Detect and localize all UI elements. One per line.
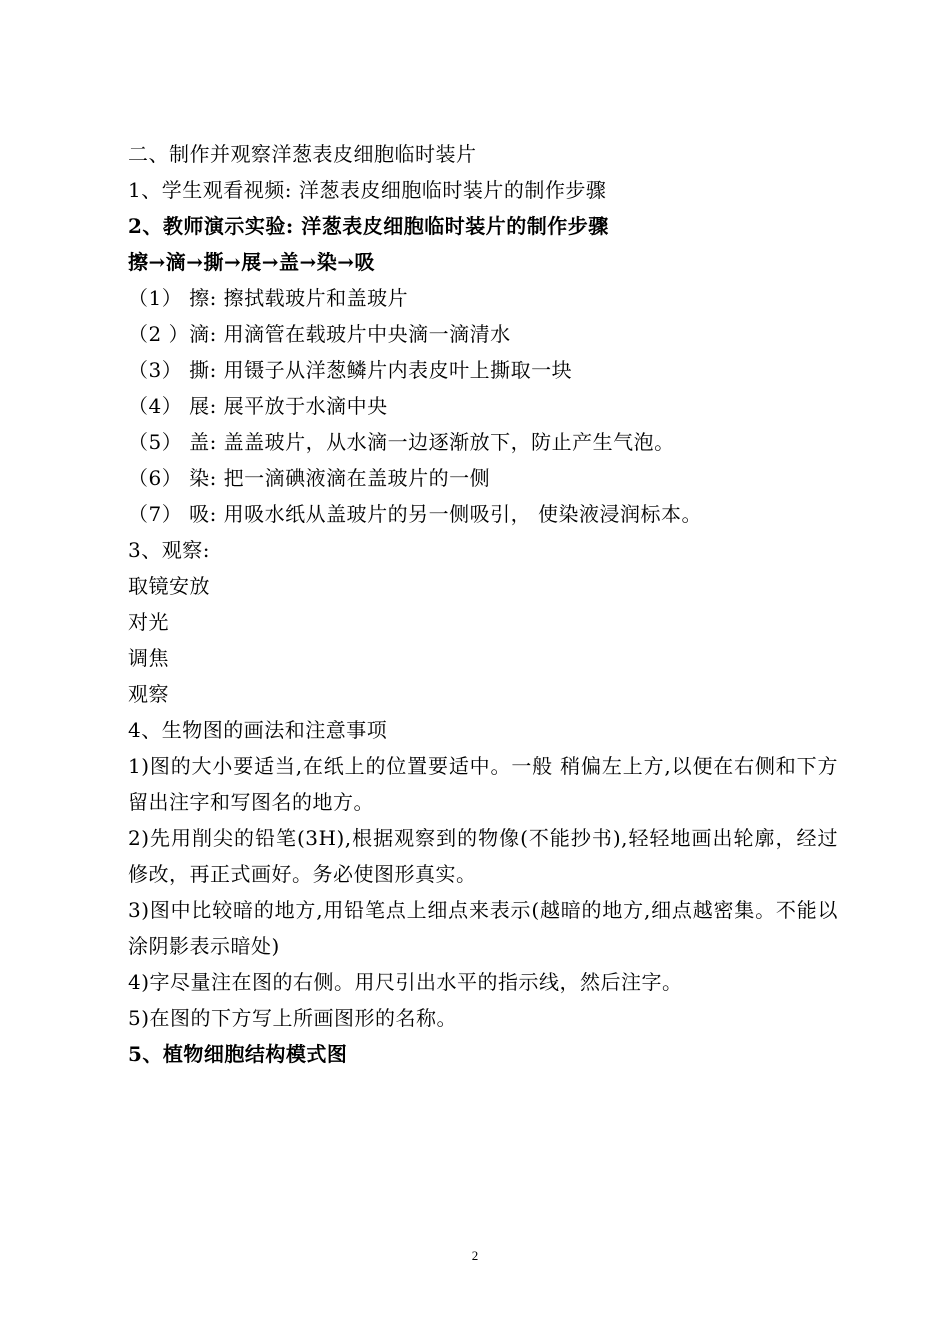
step-5: 5、植物细胞结构模式图	[128, 1042, 348, 1066]
procedure-item: （5） 盖: 盖盖玻片，从水滴一边逐渐放下，防止产生气泡。	[128, 430, 675, 454]
drawing-note: 3)图中比较暗的地方,用铅笔点上细点来表示(越暗的地方,细点越密集。不能以涂阴影表示暗处)	[128, 898, 838, 958]
observe-step: 取镜安放	[128, 574, 210, 598]
procedure-item: （4） 展: 展平放于水滴中央	[128, 394, 388, 418]
observe-step: 调焦	[128, 646, 169, 670]
observe-step: 观察	[128, 682, 169, 706]
procedure-item: （2 ）滴: 用滴管在载玻片中央滴一滴清水	[128, 322, 511, 346]
step-1: 1、学生观看视频: 洋葱表皮细胞临时装片的制作步骤	[128, 178, 607, 202]
procedure-item: （7） 吸: 用吸水纸从盖玻片的另一侧吸引， 使染液浸润标本。	[128, 502, 703, 526]
document-body	[128, 136, 838, 1072]
drawing-note: 4)字尽量注在图的右侧。用尺引出水平的指示线，然后注字。	[128, 970, 683, 994]
observe-step: 对光	[128, 610, 169, 634]
drawing-note: 5)在图的下方写上所画图形的名称。	[128, 1006, 458, 1030]
step-3: 3、观察:	[128, 538, 210, 562]
page-number: 2	[471, 1248, 479, 1263]
procedure-item: （3） 撕: 用镊子从洋葱鳞片内表皮叶上撕取一块	[128, 358, 573, 382]
drawing-note: 1)图的大小要适当,在纸上的位置要适中。一般 稍偏左上方,以便在右侧和下方留出注字和写图名的地方。	[128, 754, 838, 814]
section-title: 二、制作并观察洋葱表皮细胞临时装片	[128, 142, 477, 166]
procedure-item: （1） 擦: 擦拭载玻片和盖玻片	[128, 286, 409, 310]
step-2: 2、教师演示实验: 洋葱表皮细胞临时装片的制作步骤	[128, 214, 609, 238]
procedure-flow: 擦→滴→撕→展→盖→染→吸	[128, 250, 376, 274]
drawing-note: 2)先用削尖的铅笔(3H),根据观察到的物像(不能抄书),轻轻地画出轮廓，经过修改，再正式画好。务必使图形真实。	[128, 826, 838, 886]
step-4: 4、生物图的画法和注意事项	[128, 718, 388, 742]
procedure-item: （6） 染: 把一滴碘液滴在盖玻片的一侧	[128, 466, 491, 490]
